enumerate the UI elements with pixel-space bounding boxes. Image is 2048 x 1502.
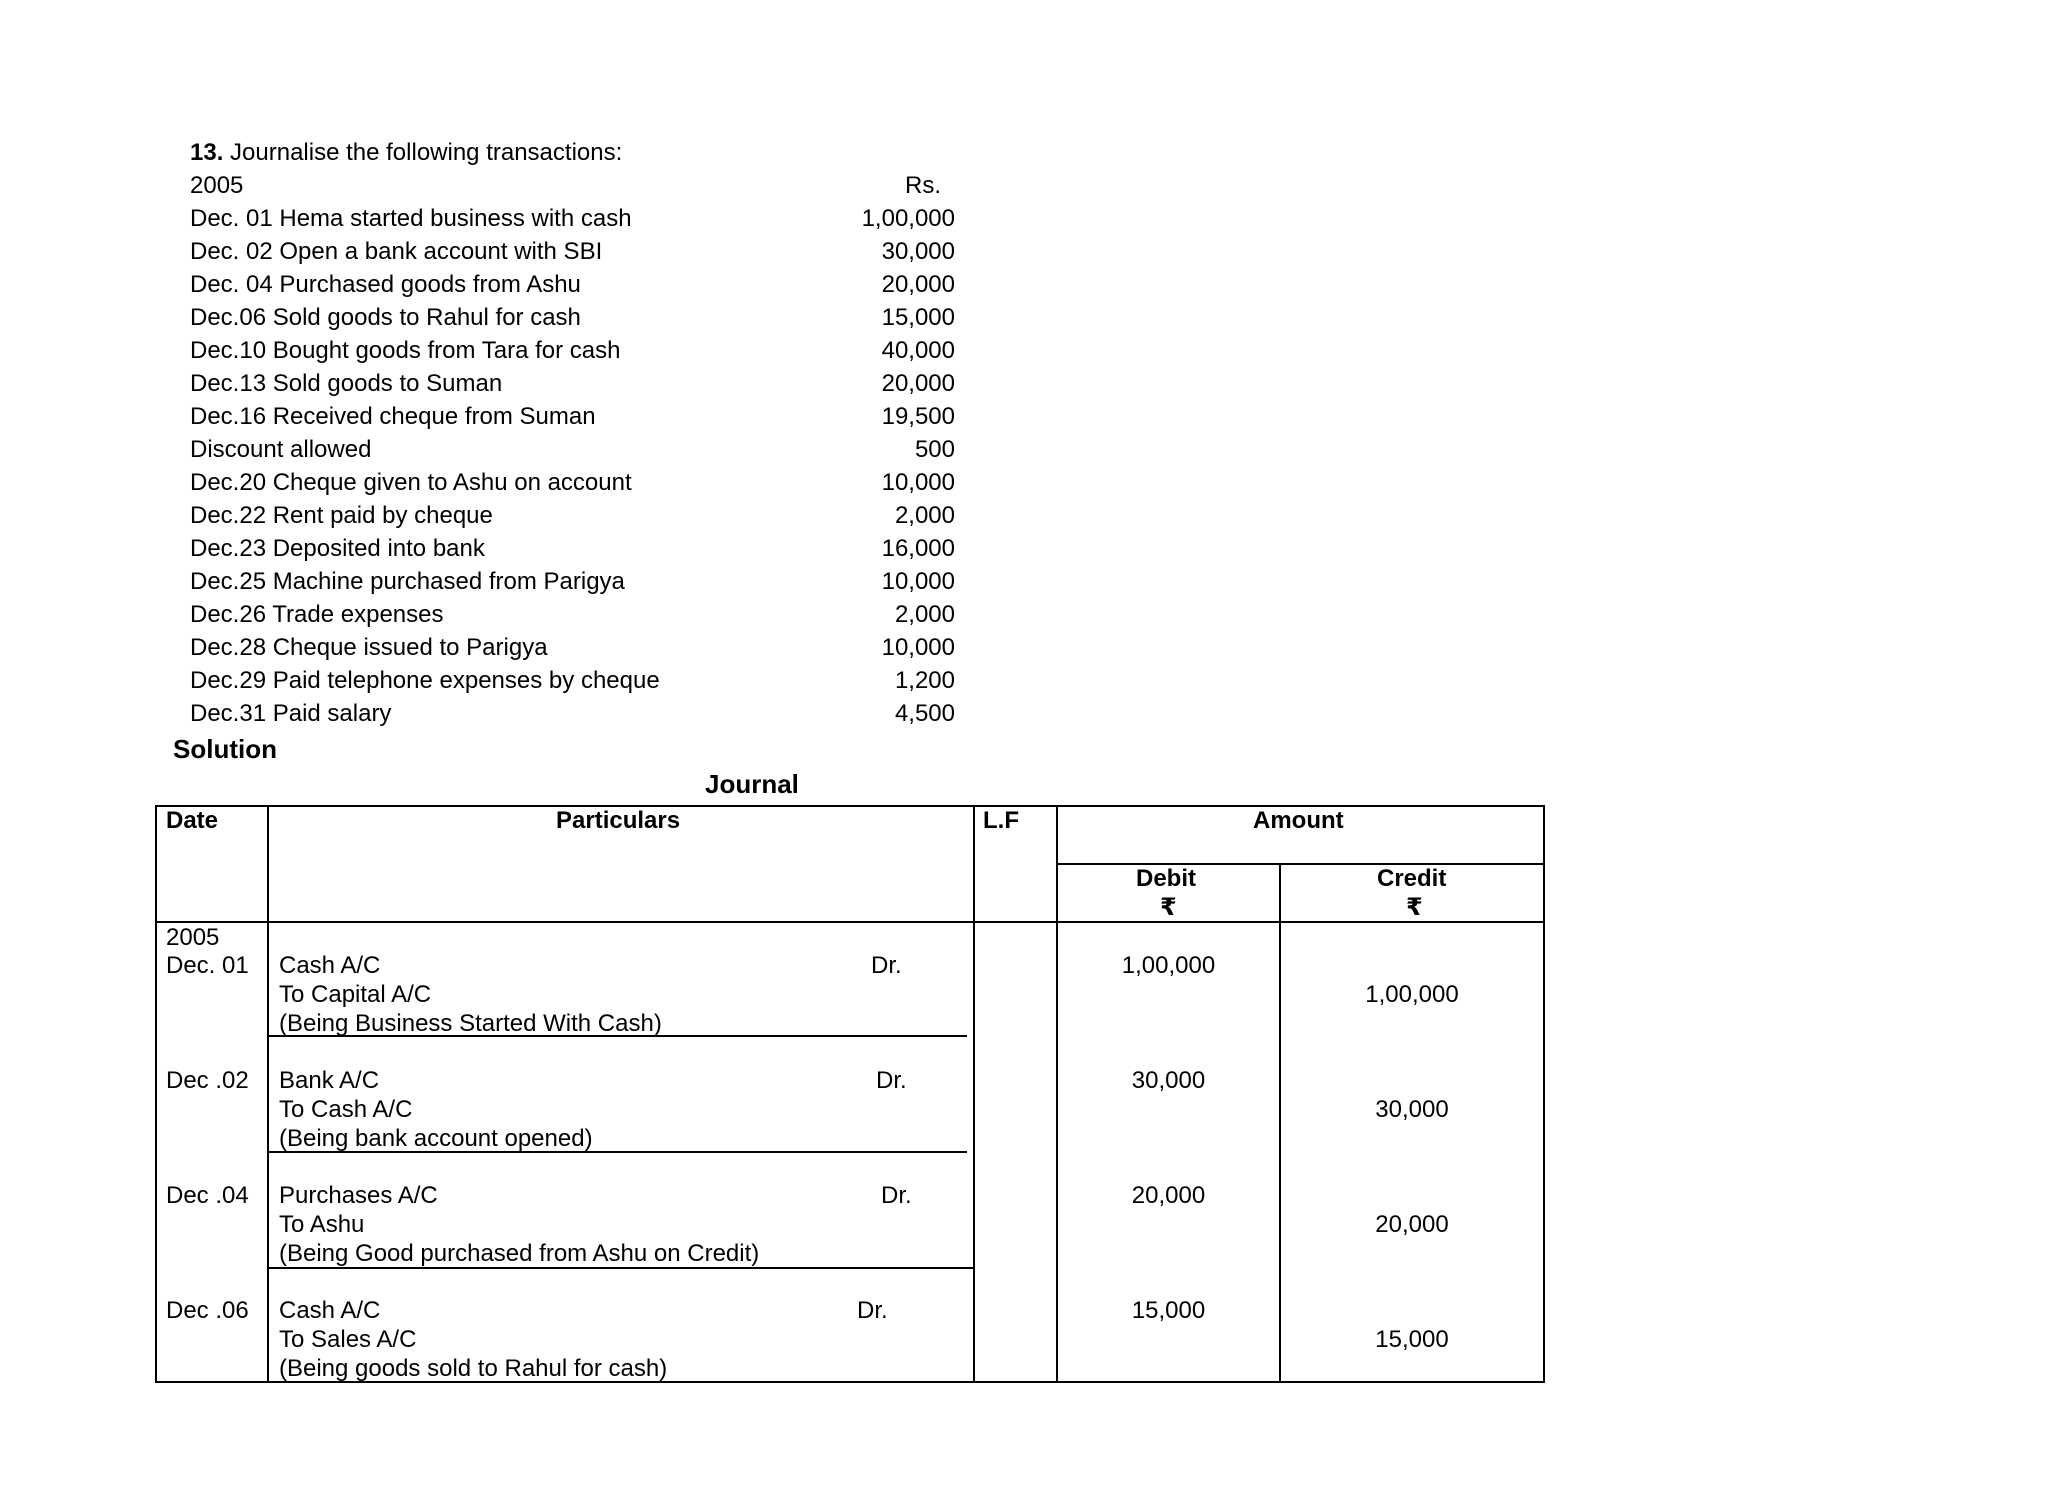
entry-date: Dec .04 [166,1182,249,1209]
entry-debit-account: Bank A/C [279,1067,380,1094]
question-prompt [190,139,622,167]
transaction-amount: 2,000 [894,502,955,529]
transaction-text: Dec.28 Cheque issued to Parigya [190,634,548,661]
transaction-amount: 10,000 [881,568,955,595]
transaction-text: Discount allowed [190,436,372,463]
transaction-text: Dec.31 Paid salary [190,700,392,727]
transaction-text: Dec.29 Paid telephone expenses by cheque [190,667,660,694]
entry-credit-account: To Capital A/C [279,981,432,1008]
transaction-amount: 500 [914,436,955,463]
entry-narration: (Being bank account opened) [279,1125,593,1152]
question-text: Journalise the following transactions: [230,139,623,166]
entry-date: Dec .02 [166,1067,249,1094]
transaction-amount: 30,000 [881,238,955,265]
transaction-amount: 20,000 [881,370,955,397]
transaction-text: Dec.20 Cheque given to Ashu on account [190,469,632,496]
transaction-text: Dec.06 Sold goods to Rahul for cash [190,304,581,331]
journal-title: Journal [705,769,799,799]
transaction-amount: 40,000 [881,337,955,364]
entry-dr: Dr. [857,1297,888,1324]
solution-label: Solution [173,734,277,764]
entry-credit-amount: 20,000 [1375,1211,1449,1238]
transaction-text: Dec.22 Rent paid by cheque [190,502,493,529]
entry-narration: (Being Good purchased from Ashu on Credit) [279,1240,760,1267]
entry-credit-amount: 15,000 [1375,1326,1449,1353]
transaction-amount: 4,500 [894,700,955,727]
header-credit: Credit [1377,865,1447,892]
transaction-text: Dec.25 Machine purchased from Parigya [190,568,625,595]
entry-dr: Dr. [876,1067,907,1094]
question-year: 2005 [190,172,244,199]
transaction-amount: 1,200 [894,667,955,694]
header-date: Date [166,807,219,834]
entry-debit-account: Cash A/C [279,952,381,979]
transaction-text: Dec. 04 Purchased goods from Ashu [190,271,581,298]
entry-debit-account: Purchases A/C [279,1182,438,1209]
entry-debit-account: Cash A/C [279,1297,381,1324]
entry-dr: Dr. [881,1182,912,1209]
transaction-amount: 1,00,000 [861,205,955,232]
transaction-text: Dec. 01 Hema started business with cash [190,205,632,232]
entry-date: Dec .06 [166,1297,249,1324]
transaction-text: Dec.13 Sold goods to Suman [190,370,503,397]
entry-credit-account: To Ashu [279,1211,365,1238]
transaction-amount: 19,500 [881,403,955,430]
transaction-amount: 20,000 [881,271,955,298]
entry-debit-amount: 20,000 [1131,1182,1206,1209]
transaction-amount: 10,000 [881,469,955,496]
entry-date: Dec. 01 [166,952,249,979]
transaction-text: Dec.26 Trade expenses [190,601,444,628]
entry-credit-amount: 30,000 [1375,1096,1449,1123]
entry-debit-amount: 15,000 [1131,1297,1206,1324]
question-number: 13. [190,139,224,166]
currency-label: Rs. [905,172,941,199]
transaction-amount: 2,000 [894,601,955,628]
transaction-text: Dec. 02 Open a bank account with SBI [190,238,603,265]
header-particulars: Particulars [556,807,681,834]
header-debit: Debit [1136,865,1196,892]
header-credit-currency: ₹ [1406,894,1423,921]
entry-credit-account: To Cash A/C [279,1096,413,1123]
entry-credit-account: To Sales A/C [279,1326,417,1353]
header-debit-currency: ₹ [1160,894,1177,921]
header-lf: L.F [983,807,1019,834]
transaction-amount: 10,000 [881,634,955,661]
entry-narration: (Being goods sold to Rahul for cash) [279,1355,668,1382]
journal-year: 2005 [166,924,220,951]
transaction-text: Dec.16 Received cheque from Suman [190,403,596,430]
entry-narration: (Being Business Started With Cash) [279,1010,662,1037]
header-amount: Amount [1253,807,1344,834]
transaction-text: Dec.10 Bought goods from Tara for cash [190,337,621,364]
transaction-amount: 15,000 [881,304,955,331]
transaction-amount: 16,000 [881,535,955,562]
entry-dr: Dr. [871,952,902,979]
entry-credit-amount: 1,00,000 [1365,981,1459,1008]
entry-debit-amount: 30,000 [1131,1067,1206,1094]
transaction-text: Dec.23 Deposited into bank [190,535,485,562]
entry-debit-amount: 1,00,000 [1121,952,1216,979]
